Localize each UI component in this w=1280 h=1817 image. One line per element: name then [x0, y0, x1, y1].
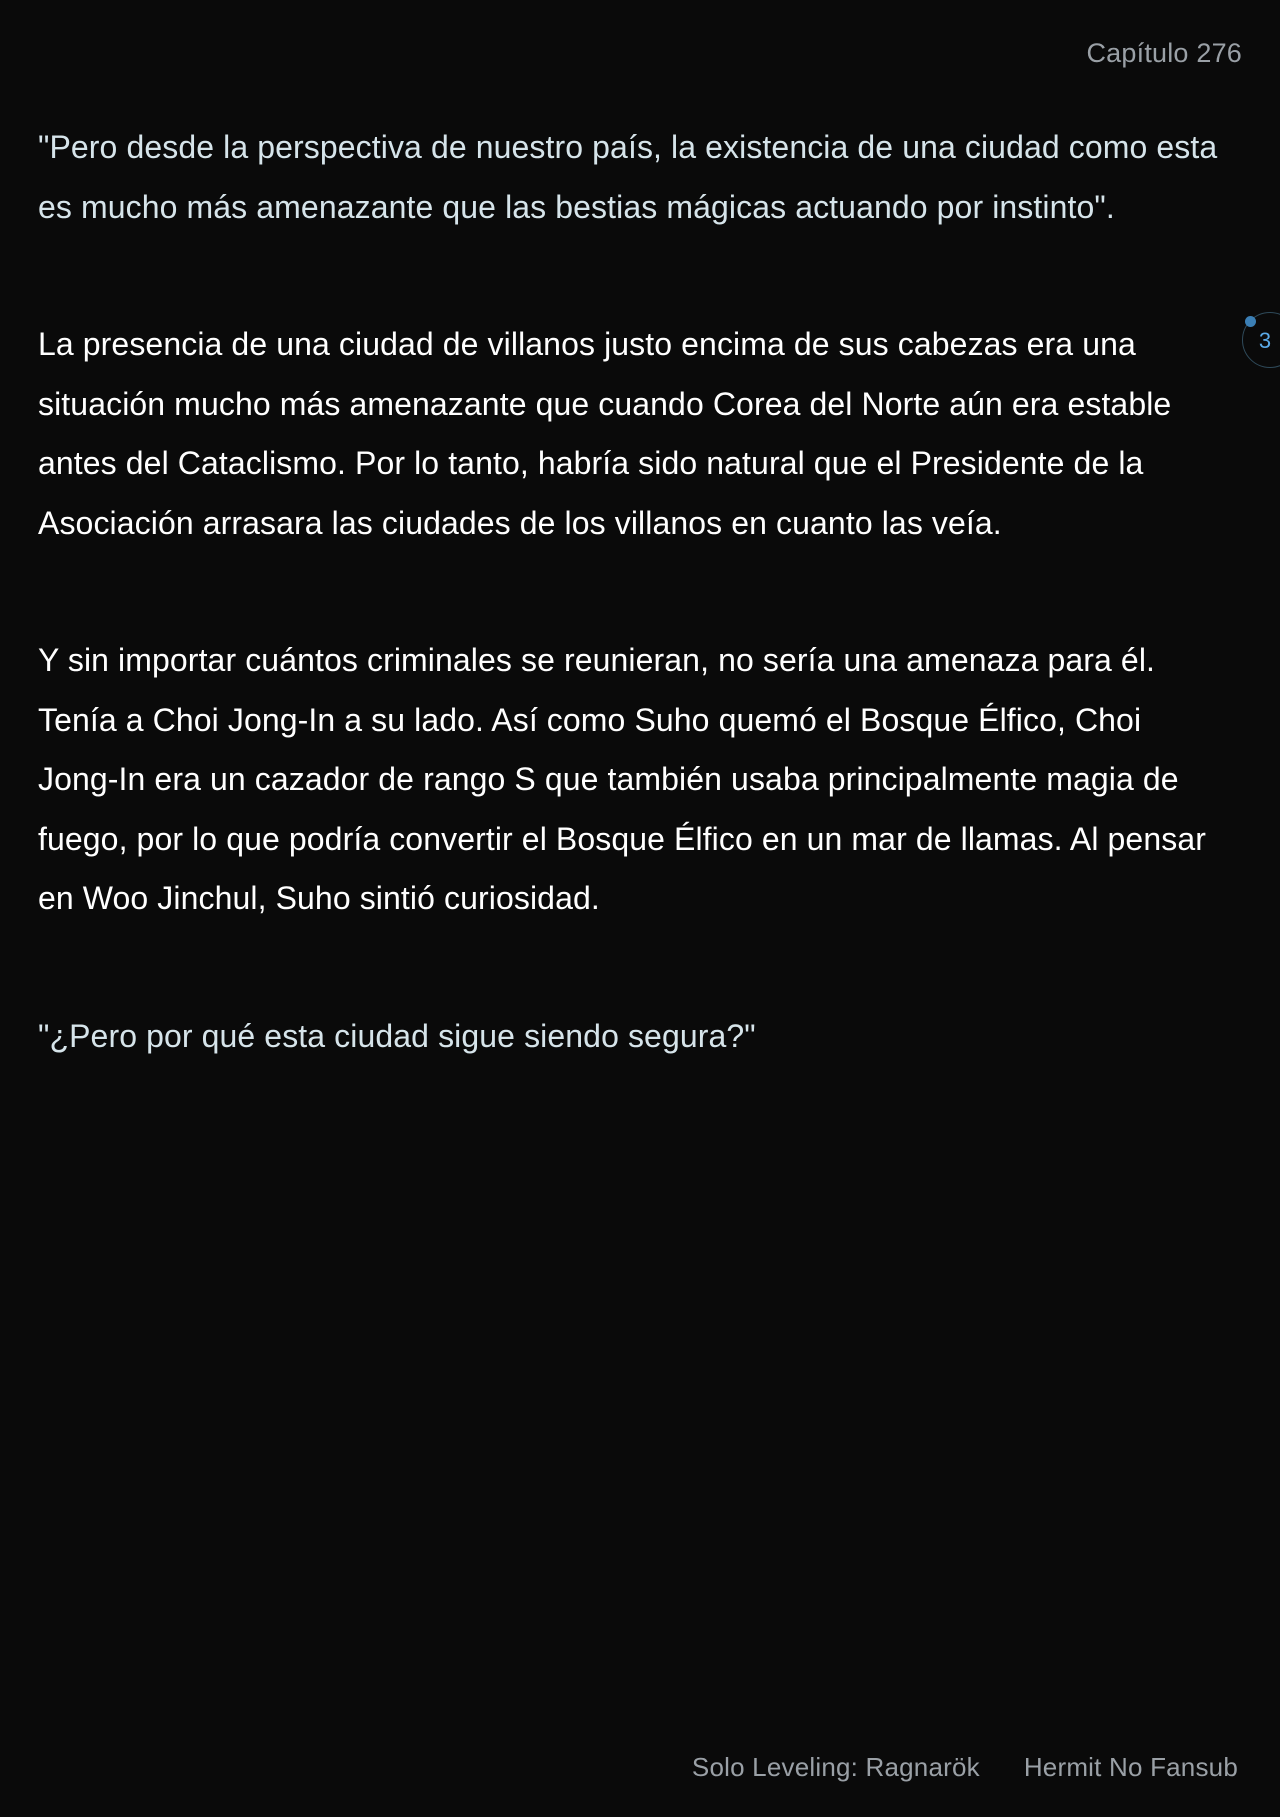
- page-footer: [0, 1752, 1280, 1783]
- notification-dot-icon: [1245, 316, 1256, 327]
- chapter-label: Capítulo 276: [1086, 38, 1242, 68]
- series-title: Solo Leveling: Ragnarök: [691, 1752, 980, 1782]
- paragraph: "Pero desde la perspectiva de nuestro país, la existencia de una ciudad como esta es mucho más amenazante que las bestias mágicas actuando por instinto".: [38, 129, 1218, 225]
- paragraph: La presencia de una ciudad de villanos justo encima de sus cabezas era una situación mucho más amenazante que cuando Corea del Norte aún era estable antes del Cataclismo. Por lo tanto, habría sido natural que el Presidente de la Asociación arrasara las ciudades de los villanos en cuanto las veía.: [38, 326, 1172, 541]
- badge-count: 3: [1258, 328, 1272, 353]
- fansub-credit: Hermit No Fansub: [1023, 1752, 1238, 1782]
- paragraph: "¿Pero por qué esta ciudad sigue siendo segura?": [38, 1017, 756, 1054]
- comment-badge[interactable]: [1218, 312, 1280, 368]
- paragraph: Y sin importar cuántos criminales se reunieran, no sería una amenaza para él. Tenía a Choi Jong-In a su lado. Así como Suho quemó el Bosque Élfico, Choi Jong-In era un cazador de rango S que también usaba principalmente magia de fuego, por lo que podría convertir el Bosque Élfico en un mar de llamas. Al pensar en Woo Jinchul, Suho sintió curiosidad.: [38, 642, 1206, 917]
